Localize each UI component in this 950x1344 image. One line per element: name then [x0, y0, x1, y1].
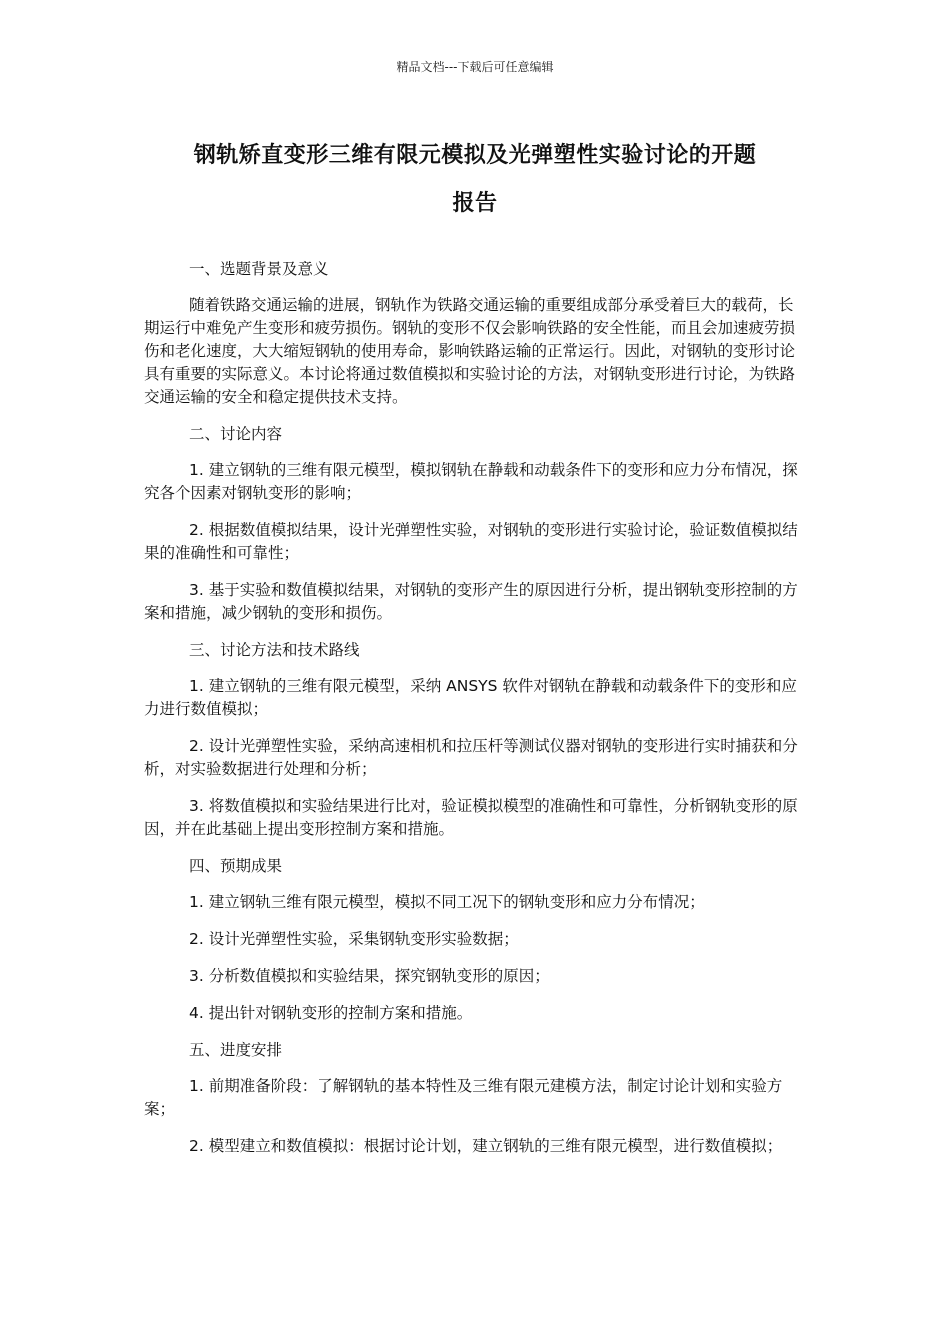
- paragraph: 2. 设计光弹塑性实验，采纳高速相机和拉压杆等测试仪器对钢轨的变形进行实时捕获和分析，对实验数据进行处理和分析；: [144, 737, 798, 778]
- section-heading: 二、讨论内容: [189, 425, 283, 443]
- paragraph: 1. 建立钢轨三维有限元模型，模拟不同工况下的钢轨变形和应力分布情况；: [189, 893, 705, 911]
- paragraph: 随着铁路交通运输的进展，钢轨作为铁路交通运输的重要组成部分承受着巨大的载荷，长期运行中难免产生变形和疲劳损伤。钢轨的变形不仅会影响铁路的安全性能，而且会加速疲劳损伤和老化速度，大大缩短钢轨的使用寿命，影响铁路运输的正常运行。因此，对钢轨的变形讨论具有重要的实际意义。本讨论将通过数值模拟和实验讨论的方法，对钢轨变形进行讨论，为铁路交通运输的安全和稳定提供技术支持。: [144, 296, 796, 406]
- paragraph: 3. 基于实验和数值模拟结果，对钢轨的变形产生的原因进行分析，提出钢轨变形控制的方案和措施，减少钢轨的变形和损伤。: [144, 581, 798, 622]
- document-body: [144, 258, 806, 1172]
- paragraph: 1. 建立钢轨的三维有限元模型，采纳 ANSYS 软件对钢轨在静载和动载条件下的变形和应力进行数值模拟；: [144, 677, 797, 718]
- paragraph: 3. 分析数值模拟和实验结果，探究钢轨变形的原因；: [189, 967, 550, 985]
- paragraph: 2. 设计光弹塑性实验，采集钢轨变形实验数据；: [189, 930, 519, 948]
- paragraph: 2. 模型建立和数值模拟：根据讨论计划，建立钢轨的三维有限元模型，进行数值模拟；: [189, 1137, 783, 1155]
- paragraph: 4. 提出针对钢轨变形的控制方案和措施。: [189, 1004, 473, 1022]
- paragraph: 3. 将数值模拟和实验结果进行比对，验证模拟模型的准确性和可靠性，分析钢轨变形的原因，并在此基础上提出变形控制方案和措施。: [144, 797, 798, 838]
- title-line-1: 钢轨矫直变形三维有限元模拟及光弹塑性实验讨论的开题: [193, 143, 757, 168]
- section-heading: 五、进度安排: [189, 1041, 283, 1059]
- paragraph: 2. 根据数值模拟结果，设计光弹塑性实验，对钢轨的变形进行实验讨论，验证数值模拟结果的准确性和可靠性；: [144, 521, 798, 562]
- paragraph: 1. 建立钢轨的三维有限元模型，模拟钢轨在静载和动载条件下的变形和应力分布情况，探究各个因素对钢轨变形的影响；: [144, 461, 798, 502]
- section-heading: 四、预期成果: [189, 857, 283, 875]
- title-line-2: 报告: [452, 191, 498, 216]
- page-header: 精品文档---下载后可任意编辑: [396, 60, 554, 74]
- section-heading: 一、选题背景及意义: [189, 260, 329, 278]
- section-heading: 三、讨论方法和技术路线: [189, 641, 360, 659]
- document-title: [140, 132, 810, 228]
- paragraph: 1. 前期准备阶段：了解钢轨的基本特性及三维有限元建模方法，制定讨论计划和实验方案；: [144, 1077, 783, 1118]
